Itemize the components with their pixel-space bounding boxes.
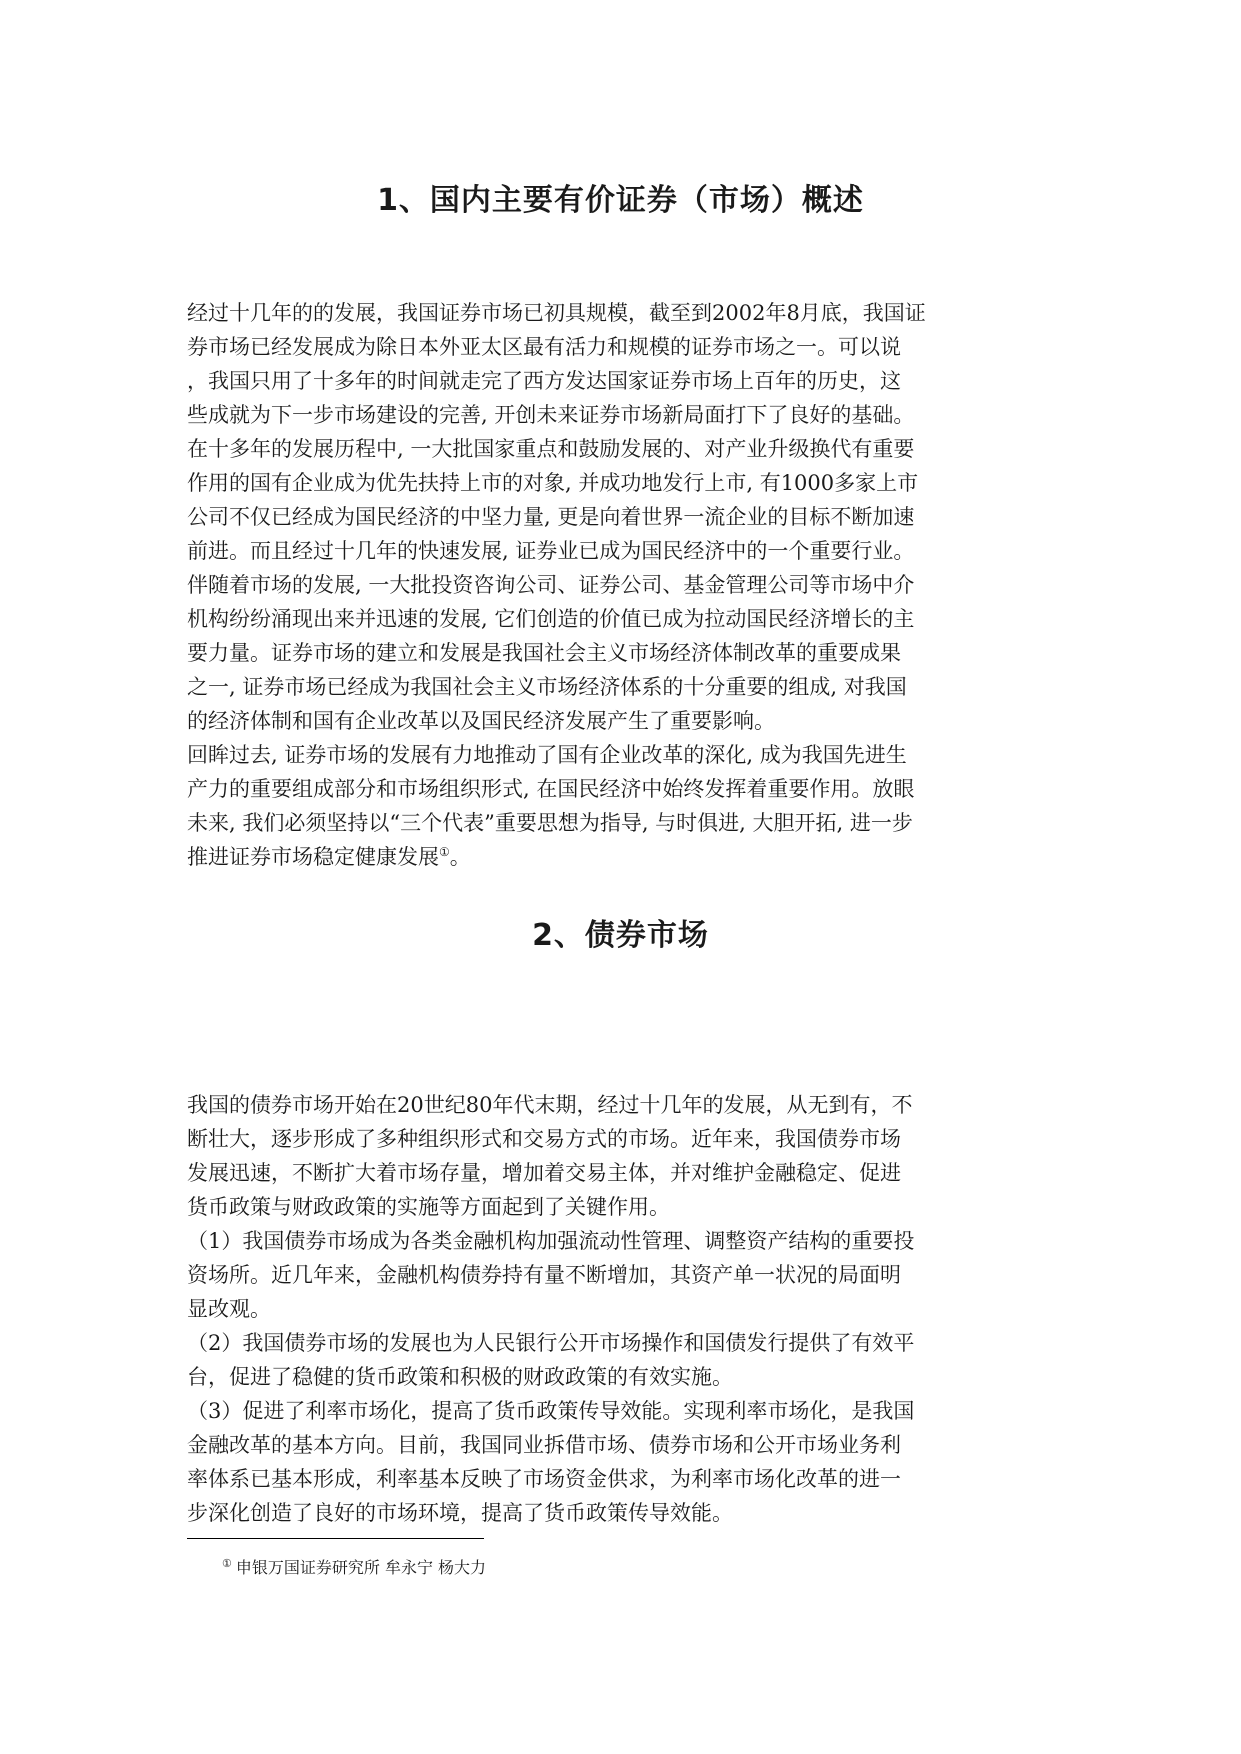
- footnote: [222, 1557, 486, 1579]
- paragraph-line: 台，促进了稳健的货币政策和积极的财政政策的有效实施。: [187, 1365, 733, 1389]
- line-text: 推进证券市场稳定健康发展: [187, 845, 439, 869]
- paragraph-line: ，我国只用了十多年的时间就走完了西方发达国家证券市场上百年的历史，这: [187, 369, 901, 393]
- paragraph-line: 率体系已基本形成，利率基本反映了市场资金供求，为利率市场化改革的进一: [187, 1467, 901, 1491]
- paragraph-line: （1）我国债券市场成为各类金融机构加强流动性管理、调整资产结构的重要投: [187, 1229, 915, 1253]
- line-tail: 。: [449, 845, 471, 869]
- paragraph-line-last: [187, 840, 1057, 874]
- paragraph-line: 产力的重要组成部分和市场组织形式, 在国民经济中始终发挥着重要作用。放眼: [187, 777, 915, 801]
- paragraph-line: 的经济体制和国有企业改革以及国民经济发展产生了重要影响。: [187, 709, 775, 733]
- paragraph-line: 作用的国有企业成为优先扶持上市的对象, 并成功地发行上市, 有1000多家上市: [187, 471, 919, 495]
- paragraph-line: 公司不仅已经成为国民经济的中坚力量, 更是向着世界一流企业的目标不断加速: [187, 505, 915, 529]
- footnote-mark: ①: [222, 1556, 232, 1570]
- paragraph-line: 资场所。近几年来，金融机构债券持有量不断增加，其资产单一状况的局面明: [187, 1263, 901, 1287]
- section-2-body: [187, 1088, 1057, 1530]
- paragraph-line: 货币政策与财政政策的实施等方面起到了关键作用。: [187, 1195, 670, 1219]
- paragraph-line: 我国的债券市场开始在20世纪80年代末期，经过十几年的发展，从无到有，不: [187, 1093, 913, 1117]
- paragraph-line: 前进。而且经过十几年的快速发展, 证券业已成为国民经济中的一个重要行业。: [187, 539, 915, 563]
- paragraph-line: （2）我国债券市场的发展也为人民银行公开市场操作和国债发行提供了有效平: [187, 1331, 915, 1355]
- section-2-heading: 2、债券市场: [532, 918, 709, 953]
- paragraph-line: 在十多年的发展历程中, 一大批国家重点和鼓励发展的、对产业升级换代有重要: [187, 437, 915, 461]
- footnote-text: 申银万国证券研究所 牟永宁 杨大力: [235, 1558, 487, 1577]
- paragraph-line: 伴随着市场的发展, 一大批投资咨询公司、证券公司、基金管理公司等市场中介: [187, 573, 915, 597]
- paragraph-line: 经过十几年的的发展，我国证券市场已初具规模，截至到2002年8月底，我国证: [187, 301, 926, 325]
- paragraph-line: 机构纷纷涌现出来并迅速的发展, 它们创造的价值已成为拉动国民经济增长的主: [187, 607, 915, 631]
- paragraph-line: 断壮大，逐步形成了多种组织形式和交易方式的市场。近年来，我国债券市场: [187, 1127, 901, 1151]
- paragraph-line: 未来, 我们必须坚持以“三个代表”重要思想为指导, 与时俱进, 大胆开拓, 进一步: [187, 811, 913, 835]
- section-1-body: [187, 296, 1057, 874]
- paragraph-line: 券市场已经发展成为除日本外亚太区最有活力和规模的证券市场之一。可以说: [187, 335, 901, 359]
- paragraph-line: 显改观。: [187, 1297, 271, 1321]
- paragraph-line: 些成就为下一步市场建设的完善, 开创未来证券市场新局面打下了良好的基础。: [187, 403, 915, 427]
- paragraph-line: 回眸过去, 证券市场的发展有力地推动了国有企业改革的深化, 成为我国先进生: [187, 743, 907, 767]
- paragraph-line: 之一, 证券市场已经成为我国社会主义市场经济体系的十分重要的组成, 对我国: [187, 675, 907, 699]
- section-1-heading: 1、国内主要有价证券（市场）概述: [377, 183, 864, 218]
- paragraph-line: （3）促进了利率市场化，提高了货币政策传导效能。实现利率市场化，是我国: [187, 1399, 915, 1423]
- paragraph-line: 要力量。证券市场的建立和发展是我国社会主义市场经济体制改革的重要成果: [187, 641, 901, 665]
- paragraph-line: 金融改革的基本方向。目前，我国同业拆借市场、债券市场和公开市场业务利: [187, 1433, 901, 1457]
- paragraph-line: 步深化创造了良好的市场环境，提高了货币政策传导效能。: [187, 1501, 733, 1525]
- footnote-divider: [187, 1538, 484, 1539]
- paragraph-line: 发展迅速，不断扩大着市场存量，增加着交易主体，并对维护金融稳定、促进: [187, 1161, 901, 1185]
- footnote-reference[interactable]: ①: [439, 845, 450, 859]
